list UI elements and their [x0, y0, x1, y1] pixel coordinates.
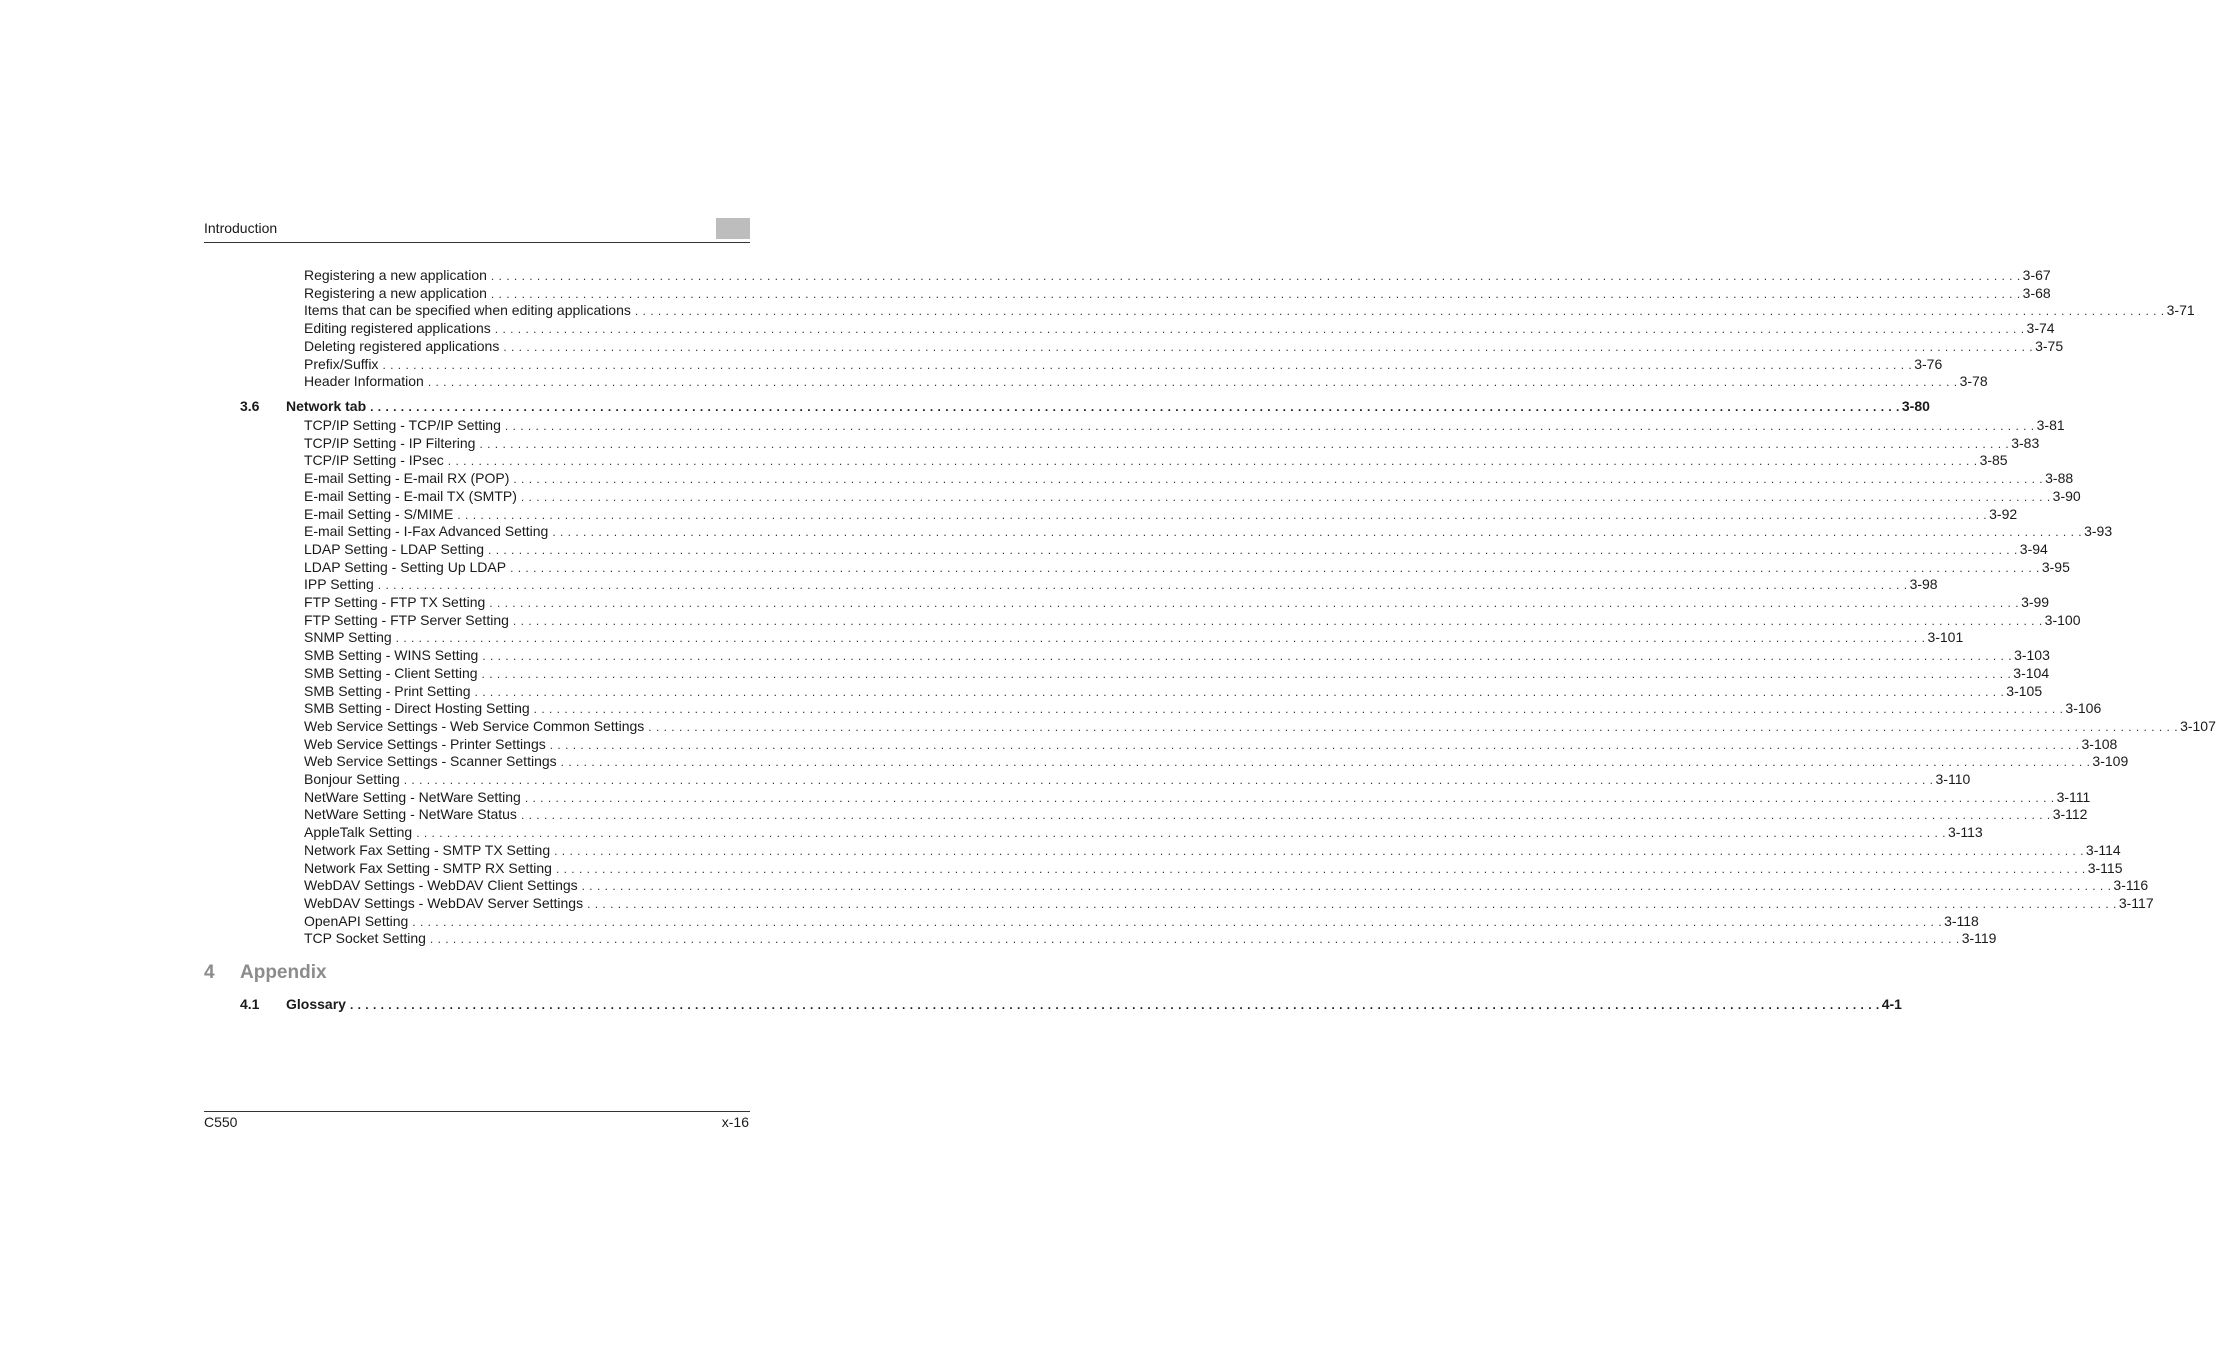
dot-leader: . . . . . . . . . . . . . . . . . . . . . . . . . . . . . . . . . . . . . . . . . . . . . . . . . . . . . . . . . . . . . . . . . . . . . . . . . . . . . . . . . . . . . . . . . . . . . . . . . . . . . . . . . . . . . . . . . . . . . . . . . . . . . . . . . . . . . . . . . . . . . . . . . . . . . . . . . . . . . . . . . . . . . . . . . . . . . . . . . . . . . . . . . . . . . . . . . . . . . . . . [349, 998, 1880, 1012]
toc-entry-title: SMB Setting - Direct Hosting Setting [304, 700, 530, 717]
dot-leader: . . . . . . . . . . . . . . . . . . . . . . . . . . . . . . . . . . . . . . . . . . . . . . . . . . . . . . . . . . . . . . . . . . . . . . . . . . . . . . . . . . . . . . . . . . . . . . . . . . . . . . . . . . . . . . . . . . . . . . . . . . . . . . . . . . . . . . . . . . . . . . . . . . . . . . . . . . . . . . . . . . . . . . . . . . . . . . . . . . . . . . . . . . . . . . . . . . . . . . . . [382, 357, 1913, 372]
toc-entry-page: 3-101 [1927, 629, 1964, 646]
toc-entry-title: Network Fax Setting - SMTP RX Setting [304, 859, 552, 876]
toc-entry[interactable] [304, 805, 2088, 823]
dot-leader: . . . . . . . . . . . . . . . . . . . . . . . . . . . . . . . . . . . . . . . . . . . . . . . . . . . . . . . . . . . . . . . . . . . . . . . . . . . . . . . . . . . . . . . . . . . . . . . . . . . . . . . . . . . . . . . . . . . . . . . . . . . . . . . . . . . . . . . . . . . . . . . . . . . . . . . . . . . . . . . . . . . . . . . . . . . . . . . . . . . . . . . . . . . . . . . . . . . . . . . . [555, 861, 2086, 876]
dot-leader: . . . . . . . . . . . . . . . . . . . . . . . . . . . . . . . . . . . . . . . . . . . . . . . . . . . . . . . . . . . . . . . . . . . . . . . . . . . . . . . . . . . . . . . . . . . . . . . . . . . . . . . . . . . . . . . . . . . . . . . . . . . . . . . . . . . . . . . . . . . . . . . . . . . . . . . . . . . . . . . . . . . . . . . . . . . . . . . . . . . . . . . . . . . . . . . . . . . . . . . . [494, 322, 2025, 337]
toc-entry[interactable] [304, 416, 2065, 434]
toc-entry-title: Editing registered applications [304, 320, 491, 337]
dot-leader: . . . . . . . . . . . . . . . . . . . . . . . . . . . . . . . . . . . . . . . . . . . . . . . . . . . . . . . . . . . . . . . . . . . . . . . . . . . . . . . . . . . . . . . . . . . . . . . . . . . . . . . . . . . . . . . . . . . . . . . . . . . . . . . . . . . . . . . . . . . . . . . . . . . . . . . . . . . . . . . . . . . . . . . . . . . . . . . . . . . . . . . . . . . . . . . . . . . . . . . . [403, 773, 1934, 787]
dot-leader: . . . . . . . . . . . . . . . . . . . . . . . . . . . . . . . . . . . . . . . . . . . . . . . . . . . . . . . . . . . . . . . . . . . . . . . . . . . . . . . . . . . . . . . . . . . . . . . . . . . . . . . . . . . . . . . . . . . . . . . . . . . . . . . . . . . . . . . . . . . . . . . . . . . . . . . . . . . . . . . . . . . . . . . . . . . . . . . . . . . . . . . . . . . . . . . . . . . . . . . . [648, 719, 2179, 734]
dot-leader: . . . . . . . . . . . . . . . . . . . . . . . . . . . . . . . . . . . . . . . . . . . . . . . . . . . . . . . . . . . . . . . . . . . . . . . . . . . . . . . . . . . . . . . . . . . . . . . . . . . . . . . . . . . . . . . . . . . . . . . . . . . . . . . . . . . . . . . . . . . . . . . . . . . . . . . . . . . . . . . . . . . . . . . . . . . . . . . . . . . . . . . . . . . . . . . . . . . . . . . . [489, 596, 2020, 610]
dot-leader: . . . . . . . . . . . . . . . . . . . . . . . . . . . . . . . . . . . . . . . . . . . . . . . . . . . . . . . . . . . . . . . . . . . . . . . . . . . . . . . . . . . . . . . . . . . . . . . . . . . . . . . . . . . . . . . . . . . . . . . . . . . . . . . . . . . . . . . . . . . . . . . . . . . . . . . . . . . . . . . . . . . . . . . . . . . . . . . . . . . . . . . . . . . . . . . . . . . . . . . . [554, 843, 2084, 858]
toc-entry[interactable] [304, 752, 2129, 770]
dot-leader: . . . . . . . . . . . . . . . . . . . . . . . . . . . . . . . . . . . . . . . . . . . . . . . . . . . . . . . . . . . . . . . . . . . . . . . . . . . . . . . . . . . . . . . . . . . . . . . . . . . . . . . . . . . . . . . . . . . . . . . . . . . . . . . . . . . . . . . . . . . . . . . . . . . . . . . . . . . . . . . . . . . . . . . . . . . . . . . . . . . . . . . . . . . . . . . . . . . . . . . . [513, 472, 2044, 487]
toc-entry[interactable] [304, 558, 2070, 576]
toc-entry[interactable] [304, 823, 1983, 841]
dot-leader: . . . . . . . . . . . . . . . . . . . . . . . . . . . . . . . . . . . . . . . . . . . . . . . . . . . . . . . . . . . . . . . . . . . . . . . . . . . . . . . . . . . . . . . . . . . . . . . . . . . . . . . . . . . . . . . . . . . . . . . . . . . . . . . . . . . . . . . . . . . . . . . . . . . . . . . . . . . . . . . . . . . . . . . . . . . . . . . . . . . . . . . . . . . . . . . . . . . . . . . . [552, 525, 2083, 540]
toc-entry-title: OpenAPI Setting [304, 912, 409, 929]
toc-entry-title: WebDAV Settings - WebDAV Client Settings [304, 877, 578, 894]
toc-entry-title: TCP Socket Setting [304, 930, 426, 947]
toc-entry-page: 3-98 [1909, 576, 1938, 593]
toc-entry-title: SMB Setting - Print Setting [304, 682, 471, 699]
toc-entry[interactable] [304, 319, 2055, 337]
section-page: 3-80 [1901, 398, 1930, 414]
toc-entry[interactable] [304, 735, 2118, 753]
toc-entry-page: 3-116 [2113, 877, 2149, 894]
toc-entry-page: 3-81 [2036, 417, 2065, 433]
toc-entry-title: TCP/IP Setting - TCP/IP Setting [304, 417, 501, 433]
toc-entry-title: E-mail Setting - E-mail TX (SMTP) [304, 487, 517, 504]
toc-entry-page: 3-90 [2052, 487, 2081, 504]
toc-entry[interactable] [304, 894, 2154, 912]
toc-entry-title: Network Fax Setting - SMTP TX Setting [304, 841, 551, 858]
toc-entry-title: Header Information [304, 373, 424, 390]
toc-entry-page: 3-108 [2081, 735, 2118, 752]
toc-entry-title: FTP Setting - FTP TX Setting [304, 594, 486, 610]
toc-entry-page: 3-94 [2019, 540, 2048, 557]
section-title: Glossary [286, 996, 346, 1012]
dot-leader: . . . . . . . . . . . . . . . . . . . . . . . . . . . . . . . . . . . . . . . . . . . . . . . . . . . . . . . . . . . . . . . . . . . . . . . . . . . . . . . . . . . . . . . . . . . . . . . . . . . . . . . . . . . . . . . . . . . . . . . . . . . . . . . . . . . . . . . . . . . . . . . . . . . . . . . . . . . . . . . . . . . . . . . . . . . . . . . . . . . . . . . . . . . . . . . . . . . . . . . . [560, 755, 2091, 770]
footer-page-number: x-16 [721, 1114, 749, 1130]
footer-rule [204, 1111, 750, 1112]
section-number: 3.6 [240, 398, 260, 414]
dot-leader: . . . . . . . . . . . . . . . . . . . . . . . . . . . . . . . . . . . . . . . . . . . . . . . . . . . . . . . . . . . . . . . . . . . . . . . . . . . . . . . . . . . . . . . . . . . . . . . . . . . . . . . . . . . . . . . . . . . . . . . . . . . . . . . . . . . . . . . . . . . . . . . . . . . . . . . . . . . . . . . . . . . . . . . . . . . . . . . . . . . . . . . . . . . . . . . . . . . . . . . . [416, 826, 1946, 841]
toc-entry-page: 3-107 [2180, 717, 2216, 734]
toc-entry[interactable] [304, 540, 2048, 558]
toc-entry[interactable] [304, 266, 2051, 284]
toc-entry-page: 3-109 [2092, 753, 2129, 770]
toc-entry[interactable] [304, 788, 2091, 806]
toc-entry[interactable] [304, 284, 2051, 302]
header-tab-marker [716, 218, 750, 239]
footer-model: C550 [204, 1114, 238, 1130]
toc-entry-title: NetWare Setting - NetWare Status [304, 806, 517, 823]
toc-entry[interactable] [304, 682, 2043, 700]
dot-leader: . . . . . . . . . . . . . . . . . . . . . . . . . . . . . . . . . . . . . . . . . . . . . . . . . . . . . . . . . . . . . . . . . . . . . . . . . . . . . . . . . . . . . . . . . . . . . . . . . . . . . . . . . . . . . . . . . . . . . . . . . . . . . . . . . . . . . . . . . . . . . . . . . . . . . . . . . . . . . . . . . . . . . . . . . . . . . . . . . . . . . . . . . . . . . . . . . . . . . . . . [520, 489, 2051, 504]
dot-leader: . . . . . . . . . . . . . . . . . . . . . . . . . . . . . . . . . . . . . . . . . . . . . . . . . . . . . . . . . . . . . . . . . . . . . . . . . . . . . . . . . . . . . . . . . . . . . . . . . . . . . . . . . . . . . . . . . . . . . . . . . . . . . . . . . . . . . . . . . . . . . . . . . . . . . . . . . . . . . . . . . . . . . . . . . . . . . . . . . . . . . . . . . . . . . . . . . . . . . . . . [587, 896, 2117, 911]
toc-entry-title: Web Service Settings - Printer Settings [304, 735, 546, 752]
toc-entry[interactable] [304, 929, 1997, 947]
dot-leader: . . . . . . . . . . . . . . . . . . . . . . . . . . . . . . . . . . . . . . . . . . . . . . . . . . . . . . . . . . . . . . . . . . . . . . . . . . . . . . . . . . . . . . . . . . . . . . . . . . . . . . . . . . . . . . . . . . . . . . . . . . . . . . . . . . . . . . . . . . . . . . . . . . . . . . . . . . . . . . . . . . . . . . . . . . . . . . . . . . . . . . . . . . . . . . . . . . . . . . . . [482, 649, 2013, 664]
toc-entry-page: 3-119 [1961, 930, 1997, 947]
toc-entry-title: LDAP Setting - Setting Up LDAP [304, 558, 507, 575]
toc-entry-title: NetWare Setting - NetWare Setting [304, 788, 521, 805]
dot-leader: . . . . . . . . . . . . . . . . . . . . . . . . . . . . . . . . . . . . . . . . . . . . . . . . . . . . . . . . . . . . . . . . . . . . . . . . . . . . . . . . . . . . . . . . . . . . . . . . . . . . . . . . . . . . . . . . . . . . . . . . . . . . . . . . . . . . . . . . . . . . . . . . . . . . . . . . . . . . . . . . . . . . . . . . . . . . . . . . . . . . . . . . . . . . . . . . . . . . . . . . [524, 790, 2055, 805]
toc-entry-title: AppleTalk Setting [304, 824, 413, 841]
toc-entry-title: Items that can be specified when editing applications [304, 302, 631, 319]
dot-leader: . . . . . . . . . . . . . . . . . . . . . . . . . . . . . . . . . . . . . . . . . . . . . . . . . . . . . . . . . . . . . . . . . . . . . . . . . . . . . . . . . . . . . . . . . . . . . . . . . . . . . . . . . . . . . . . . . . . . . . . . . . . . . . . . . . . . . . . . . . . . . . . . . . . . . . . . . . . . . . . . . . . . . . . . . . . . . . . . . . . . . . . . . . . . . . . . . . . . . . . . [412, 914, 1943, 929]
dot-leader: . . . . . . . . . . . . . . . . . . . . . . . . . . . . . . . . . . . . . . . . . . . . . . . . . . . . . . . . . . . . . . . . . . . . . . . . . . . . . . . . . . . . . . . . . . . . . . . . . . . . . . . . . . . . . . . . . . . . . . . . . . . . . . . . . . . . . . . . . . . . . . . . . . . . . . . . . . . . . . . . . . . . . . . . . . . . . . . . . . . . . . . . . . . . . . . . . . . . . . . . [504, 419, 2035, 433]
toc-entry[interactable] [304, 859, 2123, 877]
toc-entry-title: E-mail Setting - E-mail RX (POP) [304, 470, 510, 487]
toc-entry-title: Deleting registered applications [304, 337, 500, 354]
toc-entry-title: WebDAV Settings - WebDAV Server Settings [304, 894, 584, 911]
section-title: Network tab [286, 398, 367, 414]
toc-entry-title: FTP Setting - FTP Server Setting [304, 611, 509, 628]
toc-entry-title: TCP/IP Setting - IPsec [304, 452, 444, 469]
toc-entry[interactable] [304, 628, 1964, 646]
toc-entry-page: 3-115 [2087, 859, 2123, 876]
toc-entry-page: 3-117 [2118, 894, 2154, 911]
toc-entry-page: 3-104 [2013, 664, 2050, 681]
header-rule [204, 242, 750, 243]
dot-leader: . . . . . . . . . . . . . . . . . . . . . . . . . . . . . . . . . . . . . . . . . . . . . . . . . . . . . . . . . . . . . . . . . . . . . . . . . . . . . . . . . . . . . . . . . . . . . . . . . . . . . . . . . . . . . . . . . . . . . . . . . . . . . . . . . . . . . . . . . . . . . . . . . . . . . . . . . . . . . . . . . . . . . . . . . . . . . . . . . . . . . . . . . . . . . . . . . . . . . . . . [634, 304, 2165, 319]
toc-entry[interactable] [304, 611, 2081, 629]
dot-leader: . . . . . . . . . . . . . . . . . . . . . . . . . . . . . . . . . . . . . . . . . . . . . . . . . . . . . . . . . . . . . . . . . . . . . . . . . . . . . . . . . . . . . . . . . . . . . . . . . . . . . . . . . . . . . . . . . . . . . . . . . . . . . . . . . . . . . . . . . . . . . . . . . . . . . . . . . . . . . . . . . . . . . . . . . . . . . . . . . . . . . . . . . . . . . . . . . . . . . . . . [395, 631, 1926, 646]
toc-entry-page: 3-71 [2166, 302, 2195, 319]
toc-entry-title: IPP Setting [304, 576, 374, 593]
toc-entry-title: Web Service Settings - Scanner Settings [304, 753, 557, 770]
toc-entry-page: 3-110 [1935, 771, 1971, 787]
toc-entry-title: LDAP Setting - LDAP Setting [304, 540, 485, 557]
toc-entry[interactable] [304, 337, 2064, 355]
dot-leader: . . . . . . . . . . . . . . . . . . . . . . . . . . . . . . . . . . . . . . . . . . . . . . . . . . . . . . . . . . . . . . . . . . . . . . . . . . . . . . . . . . . . . . . . . . . . . . . . . . . . . . . . . . . . . . . . . . . . . . . . . . . . . . . . . . . . . . . . . . . . . . . . . . . . . . . . . . . . . . . . . . . . . . . . . . . . . . . . . . . . . . . . . . . . . . . . . . . . . . . . [581, 879, 2112, 894]
dot-leader: . . . . . . . . . . . . . . . . . . . . . . . . . . . . . . . . . . . . . . . . . . . . . . . . . . . . . . . . . . . . . . . . . . . . . . . . . . . . . . . . . . . . . . . . . . . . . . . . . . . . . . . . . . . . . . . . . . . . . . . . . . . . . . . . . . . . . . . . . . . . . . . . . . . . . . . . . . . . . . . . . . . . . . . . . . . . . . . . . . . . . . . . . . . . . . . . . . . . . . . . [474, 684, 2005, 699]
toc-entry[interactable] [304, 593, 2050, 611]
toc-entry-page: 3-118 [1944, 912, 1979, 929]
toc-entry-title: SMB Setting - Client Setting [304, 664, 478, 681]
header-title: Introduction [204, 220, 278, 236]
toc-entry-title: E-mail Setting - I-Fax Advanced Setting [304, 523, 549, 540]
toc-entry-page: 3-112 [2052, 806, 2088, 823]
toc-entry[interactable] [304, 522, 2113, 540]
dot-leader: . . . . . . . . . . . . . . . . . . . . . . . . . . . . . . . . . . . . . . . . . . . . . . . . . . . . . . . . . . . . . . . . . . . . . . . . . . . . . . . . . . . . . . . . . . . . . . . . . . . . . . . . . . . . . . . . . . . . . . . . . . . . . . . . . . . . . . . . . . . . . . . . . . . . . . . . . . . . . . . . . . . . . . . . . . . . . . . . . . . . . . . . . . . . . . . . . . . . . . . . [457, 507, 1988, 522]
toc-entry[interactable] [304, 699, 2102, 717]
section-number: 4.1 [240, 996, 260, 1012]
toc-entry-page: 3-74 [2026, 320, 2055, 337]
toc-entry-page: 3-88 [2045, 470, 2074, 487]
toc-entry[interactable] [304, 451, 2008, 469]
toc-entry-title: E-mail Setting - S/MIME [304, 505, 454, 522]
toc-entry[interactable] [304, 434, 2040, 452]
toc-entry-page: 3-106 [2065, 700, 2102, 717]
toc-entry-page: 3-83 [2011, 434, 2040, 451]
toc-entry-page: 3-68 [2022, 284, 2051, 301]
toc-entry[interactable] [304, 372, 1988, 390]
toc-entry-page: 3-85 [1979, 452, 2008, 469]
toc-entry-page: 3-111 [2056, 788, 2091, 805]
toc-entry[interactable] [304, 469, 2074, 487]
dot-leader: . . . . . . . . . . . . . . . . . . . . . . . . . . . . . . . . . . . . . . . . . . . . . . . . . . . . . . . . . . . . . . . . . . . . . . . . . . . . . . . . . . . . . . . . . . . . . . . . . . . . . . . . . . . . . . . . . . . . . . . . . . . . . . . . . . . . . . . . . . . . . . . . . . . . . . . . . . . . . . . . . . . . . . . . . . . . . . . . . . . . . . . . . . . . . . . . . . . . . . . . [447, 454, 1978, 469]
section-page: 4-1 [1881, 996, 1902, 1012]
dot-leader: . . . . . . . . . . . . . . . . . . . . . . . . . . . . . . . . . . . . . . . . . . . . . . . . . . . . . . . . . . . . . . . . . . . . . . . . . . . . . . . . . . . . . . . . . . . . . . . . . . . . . . . . . . . . . . . . . . . . . . . . . . . . . . . . . . . . . . . . . . . . . . . . . . . . . . . . . . . . . . . . . . . . . . . . . . . . . . . . . . . . . . . . . . . . . . . . . . . . . . . . [549, 737, 2080, 752]
toc-entry-page: 3-99 [2021, 594, 2050, 610]
dot-leader: . . . . . . . . . . . . . . . . . . . . . . . . . . . . . . . . . . . . . . . . . . . . . . . . . . . . . . . . . . . . . . . . . . . . . . . . . . . . . . . . . . . . . . . . . . . . . . . . . . . . . . . . . . . . . . . . . . . . . . . . . . . . . . . . . . . . . . . . . . . . . . . . . . . . . . . . . . . . . . . . . . . . . . . . . . . . . . . . . . . . . . . . . . . . . . . . . . . . . . . . [479, 436, 2010, 451]
toc-entry-title: Web Service Settings - Web Service Common Settings [304, 717, 645, 734]
toc-entry-title: Prefix/Suffix [304, 355, 379, 372]
toc-entry-page: 3-114 [2085, 841, 2121, 858]
toc-entry-page: 3-93 [2084, 523, 2113, 540]
toc-entry-page: 3-100 [2044, 611, 2081, 628]
toc-section-section-3-6[interactable] [240, 397, 1930, 415]
dot-leader: . . . . . . . . . . . . . . . . . . . . . . . . . . . . . . . . . . . . . . . . . . . . . . . . . . . . . . . . . . . . . . . . . . . . . . . . . . . . . . . . . . . . . . . . . . . . . . . . . . . . . . . . . . . . . . . . . . . . . . . . . . . . . . . . . . . . . . . . . . . . . . . . . . . . . . . . . . . . . . . . . . . . . . . . . . . . . . . . . . . . . . . . . . . . . . . . . . . . . . . . [490, 269, 2021, 283]
toc-entry-page: 3-67 [2022, 267, 2051, 283]
dot-leader: . . . . . . . . . . . . . . . . . . . . . . . . . . . . . . . . . . . . . . . . . . . . . . . . . . . . . . . . . . . . . . . . . . . . . . . . . . . . . . . . . . . . . . . . . . . . . . . . . . . . . . . . . . . . . . . . . . . . . . . . . . . . . . . . . . . . . . . . . . . . . . . . . . . . . . . . . . . . . . . . . . . . . . . . . . . . . . . . . . . . . . . . . . . . . . . . . . . . . . . . [520, 808, 2051, 823]
toc-entry[interactable] [304, 505, 2018, 523]
toc-entry-page: 3-113 [1947, 824, 1983, 841]
toc-entry-page: 3-105 [2006, 682, 2043, 699]
toc-entry-title: TCP/IP Setting - IP Filtering [304, 434, 476, 451]
toc-entry[interactable] [304, 841, 2121, 859]
toc-entry-page: 3-78 [1959, 373, 1988, 390]
toc-entry-page: 3-75 [2035, 337, 2064, 354]
dot-leader: . . . . . . . . . . . . . . . . . . . . . . . . . . . . . . . . . . . . . . . . . . . . . . . . . . . . . . . . . . . . . . . . . . . . . . . . . . . . . . . . . . . . . . . . . . . . . . . . . . . . . . . . . . . . . . . . . . . . . . . . . . . . . . . . . . . . . . . . . . . . . . . . . . . . . . . . . . . . . . . . . . . . . . . . . . . . . . . . . . . . . . . . . . . . . . . . . . . . . . . . [370, 400, 1900, 414]
toc-entry-page: 3-76 [1914, 355, 1943, 372]
toc-entry[interactable] [304, 487, 2081, 505]
toc-entry-title: SNMP Setting [304, 629, 392, 646]
toc-entry-title: Registering a new application [304, 284, 487, 301]
toc-entry[interactable] [304, 355, 1943, 373]
toc-entry[interactable] [304, 876, 2149, 894]
dot-leader: . . . . . . . . . . . . . . . . . . . . . . . . . . . . . . . . . . . . . . . . . . . . . . . . . . . . . . . . . . . . . . . . . . . . . . . . . . . . . . . . . . . . . . . . . . . . . . . . . . . . . . . . . . . . . . . . . . . . . . . . . . . . . . . . . . . . . . . . . . . . . . . . . . . . . . . . . . . . . . . . . . . . . . . . . . . . . . . . . . . . . . . . . . . . . . . . . . . . . . . . [490, 286, 2021, 301]
toc-entry-title: Registering a new application [304, 267, 487, 283]
toc-entry-title: SMB Setting - WINS Setting [304, 647, 479, 664]
dot-leader: . . . . . . . . . . . . . . . . . . . . . . . . . . . . . . . . . . . . . . . . . . . . . . . . . . . . . . . . . . . . . . . . . . . . . . . . . . . . . . . . . . . . . . . . . . . . . . . . . . . . . . . . . . . . . . . . . . . . . . . . . . . . . . . . . . . . . . . . . . . . . . . . . . . . . . . . . . . . . . . . . . . . . . . . . . . . . . . . . . . . . . . . . . . . . . . . . . . . . . . . [533, 702, 2064, 717]
toc-section-section-4-1[interactable] [240, 995, 1902, 1013]
dot-leader: . . . . . . . . . . . . . . . . . . . . . . . . . . . . . . . . . . . . . . . . . . . . . . . . . . . . . . . . . . . . . . . . . . . . . . . . . . . . . . . . . . . . . . . . . . . . . . . . . . . . . . . . . . . . . . . . . . . . . . . . . . . . . . . . . . . . . . . . . . . . . . . . . . . . . . . . . . . . . . . . . . . . . . . . . . . . . . . . . . . . . . . . . . . . . . . . . . . . . . . . [510, 560, 2040, 575]
dot-leader: . . . . . . . . . . . . . . . . . . . . . . . . . . . . . . . . . . . . . . . . . . . . . . . . . . . . . . . . . . . . . . . . . . . . . . . . . . . . . . . . . . . . . . . . . . . . . . . . . . . . . . . . . . . . . . . . . . . . . . . . . . . . . . . . . . . . . . . . . . . . . . . . . . . . . . . . . . . . . . . . . . . . . . . . . . . . . . . . . . . . . . . . . . . . . . . . . . . . . . . . [429, 932, 1960, 947]
dot-leader: . . . . . . . . . . . . . . . . . . . . . . . . . . . . . . . . . . . . . . . . . . . . . . . . . . . . . . . . . . . . . . . . . . . . . . . . . . . . . . . . . . . . . . . . . . . . . . . . . . . . . . . . . . . . . . . . . . . . . . . . . . . . . . . . . . . . . . . . . . . . . . . . . . . . . . . . . . . . . . . . . . . . . . . . . . . . . . . . . . . . . . . . . . . . . . . . . . . . . . . . [512, 613, 2043, 628]
toc-entry[interactable] [304, 770, 1971, 788]
dot-leader: . . . . . . . . . . . . . . . . . . . . . . . . . . . . . . . . . . . . . . . . . . . . . . . . . . . . . . . . . . . . . . . . . . . . . . . . . . . . . . . . . . . . . . . . . . . . . . . . . . . . . . . . . . . . . . . . . . . . . . . . . . . . . . . . . . . . . . . . . . . . . . . . . . . . . . . . . . . . . . . . . . . . . . . . . . . . . . . . . . . . . . . . . . . . . . . . . . . . . . . . [427, 375, 1958, 390]
toc-entry[interactable] [304, 664, 2050, 682]
toc-entry[interactable] [304, 646, 2050, 664]
dot-leader: . . . . . . . . . . . . . . . . . . . . . . . . . . . . . . . . . . . . . . . . . . . . . . . . . . . . . . . . . . . . . . . . . . . . . . . . . . . . . . . . . . . . . . . . . . . . . . . . . . . . . . . . . . . . . . . . . . . . . . . . . . . . . . . . . . . . . . . . . . . . . . . . . . . . . . . . . . . . . . . . . . . . . . . . . . . . . . . . . . . . . . . . . . . . . . . . . . . . . . . . [481, 666, 2012, 681]
toc-entry[interactable] [304, 301, 2195, 319]
dot-leader: . . . . . . . . . . . . . . . . . . . . . . . . . . . . . . . . . . . . . . . . . . . . . . . . . . . . . . . . . . . . . . . . . . . . . . . . . . . . . . . . . . . . . . . . . . . . . . . . . . . . . . . . . . . . . . . . . . . . . . . . . . . . . . . . . . . . . . . . . . . . . . . . . . . . . . . . . . . . . . . . . . . . . . . . . . . . . . . . . . . . . . . . . . . . . . . . . . . . . . . . [488, 542, 2018, 557]
chapter-title: Appendix [240, 962, 327, 983]
chapter-number: 4 [204, 962, 215, 983]
toc-entry[interactable] [304, 717, 2216, 735]
toc-entry[interactable] [304, 575, 1938, 593]
toc-entry[interactable] [304, 912, 1979, 930]
toc-entry-title: Bonjour Setting [304, 771, 400, 787]
dot-leader: . . . . . . . . . . . . . . . . . . . . . . . . . . . . . . . . . . . . . . . . . . . . . . . . . . . . . . . . . . . . . . . . . . . . . . . . . . . . . . . . . . . . . . . . . . . . . . . . . . . . . . . . . . . . . . . . . . . . . . . . . . . . . . . . . . . . . . . . . . . . . . . . . . . . . . . . . . . . . . . . . . . . . . . . . . . . . . . . . . . . . . . . . . . . . . . . . . . . . . . . [377, 578, 1908, 593]
toc-entry-page: 3-103 [2014, 647, 2050, 664]
dot-leader: . . . . . . . . . . . . . . . . . . . . . . . . . . . . . . . . . . . . . . . . . . . . . . . . . . . . . . . . . . . . . . . . . . . . . . . . . . . . . . . . . . . . . . . . . . . . . . . . . . . . . . . . . . . . . . . . . . . . . . . . . . . . . . . . . . . . . . . . . . . . . . . . . . . . . . . . . . . . . . . . . . . . . . . . . . . . . . . . . . . . . . . . . . . . . . . . . . . . . . . . [503, 339, 2034, 354]
chapter-heading [204, 962, 327, 984]
toc-entry-page: 3-92 [1989, 505, 2018, 522]
toc-entry-page: 3-95 [2041, 558, 2070, 575]
